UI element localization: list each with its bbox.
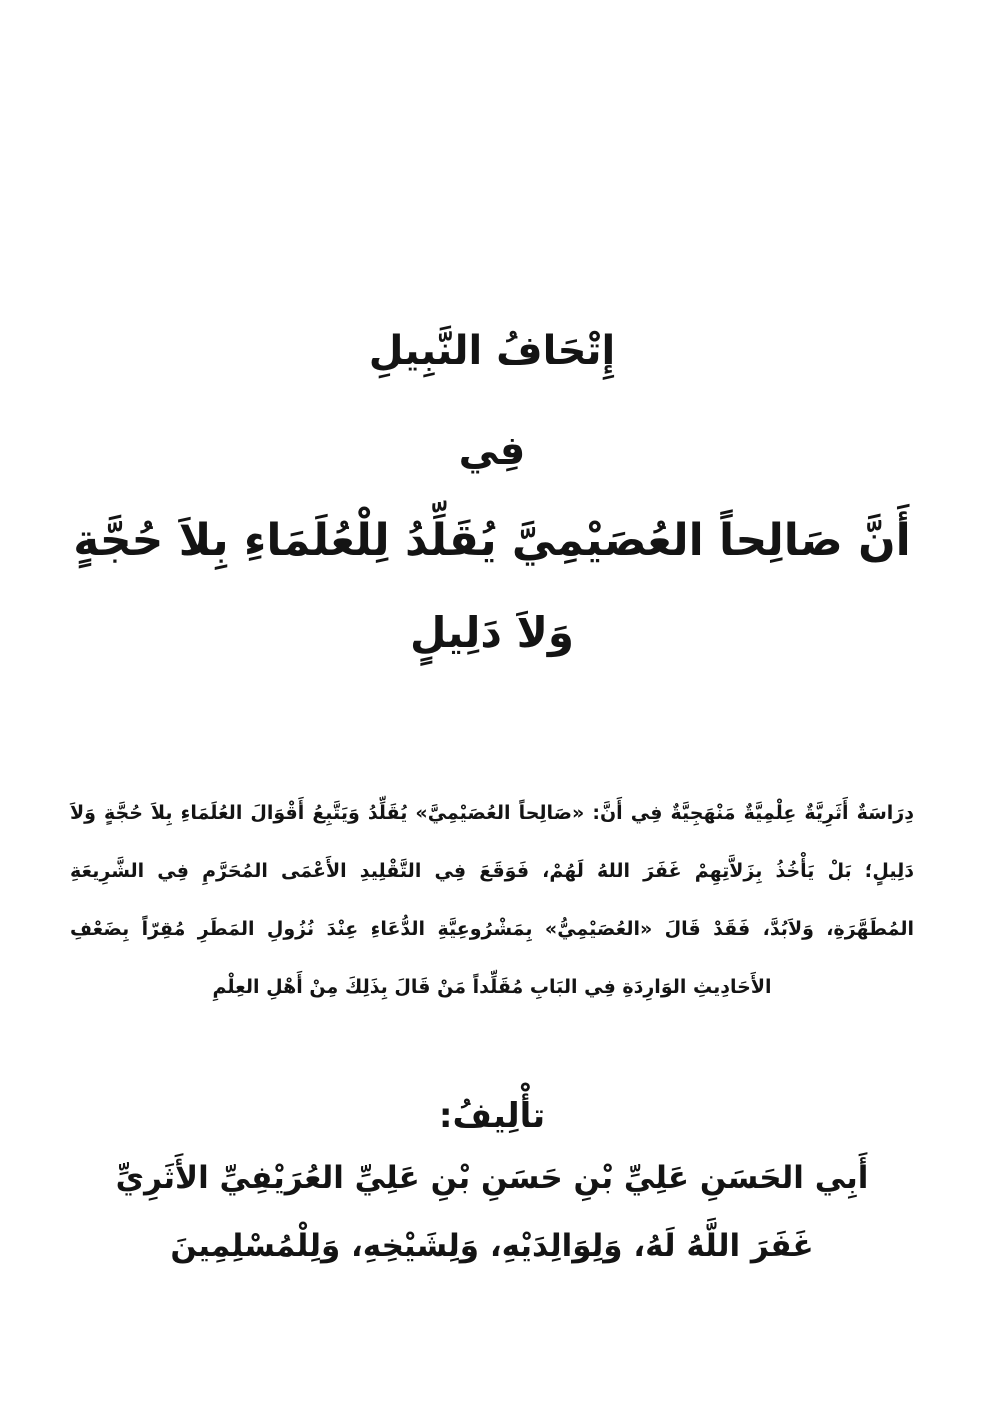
description-paragraph: دِرَاسَةٌ أَثَرِيَّةٌ عِلْمِيَّةٌ مَنْهَجِيَّةٌ فِي أَنَّ: «صَالِحاً العُصَيْمِيَّ» يُقَلِّدُ وَيَتَّبِعُ أَقْوَالَ العُلَمَاءِ بِلاَ حُجَّةٍ وَلاَ دَلِيلٍ؛ بَلْ يَأْخُذُ بِزَلاَّتِهِمْ غَفَرَ اللهُ لَهُمْ، فَوَقَعَ فِي التَّقْلِيدِ الأَعْمَى المُحَرَّمِ فِي الشَّرِيعَةِ المُطَهَّرَةِ، وَلاَبُدَّ، فَقَدْ قَالَ «العُصَيْمِيُّ» بِمَشْرُوعِيَّةِ الدُّعَاءِ عِنْدَ نُزُولِ المَطَرِ مُقِرّاً بِضَعْفِ الأَحَادِيثِ الوَارِدَةِ فِي البَابِ مُقَلِّداً مَنْ قَالَ بِذَلِكَ مِنْ أَهْلِ العِلْمِ xyxy=(70,802,914,998)
author-prayer: غَفَرَ اللَّهُ لَهُ، وَلِوَالِدَيْهِ، وَلِشَيْخِهِ، وَلِلْمُسْلِمِينَ xyxy=(170,1228,814,1264)
title-line-4: وَلاَ دَلِيلٍ xyxy=(410,608,574,657)
title-line-2: فِي xyxy=(458,428,526,474)
title-line-1: إِتْحَافُ النَّبِيلِ xyxy=(368,328,616,374)
title-line-3: أَنَّ صَالِحاً العُصَيْمِيَّ يُقَلِّدُ لِلْعُلَمَاءِ بِلاَ حُجَّةٍ xyxy=(73,515,911,566)
author-name: أَبِي الحَسَنِ عَلِيِّ بْنِ حَسَنِ بْنِ عَلِيِّ العُرَيْفِيِّ الأَثَرِيِّ xyxy=(115,1160,869,1196)
author-heading: تأْلِيفُ: xyxy=(438,1096,546,1136)
